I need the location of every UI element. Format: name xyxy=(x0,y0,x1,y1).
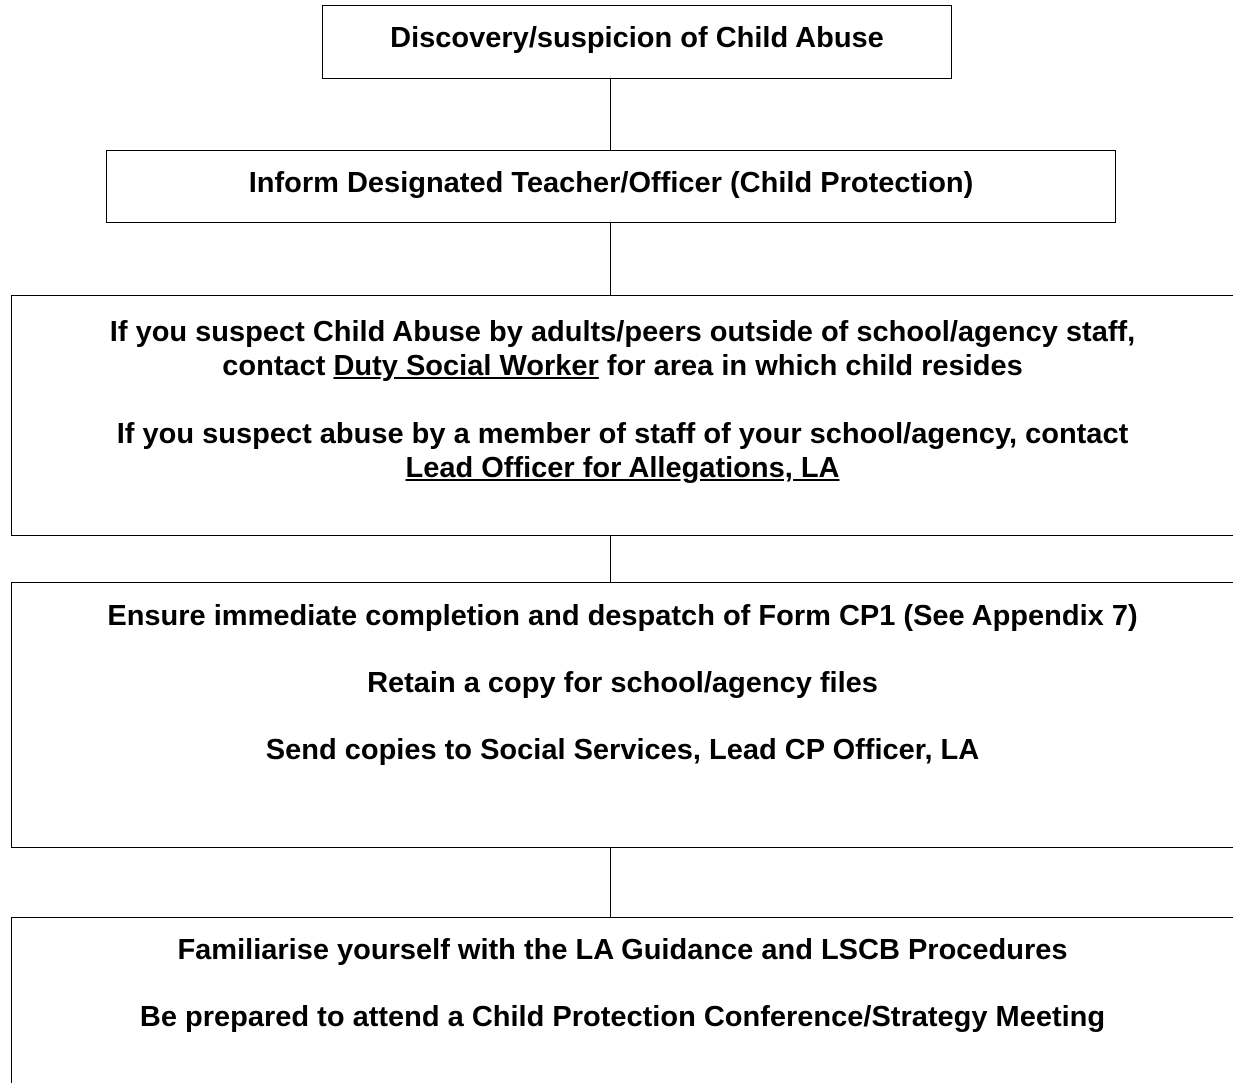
connector-4 xyxy=(610,848,611,917)
prepare-line2: Be prepared to attend a Child Protection Conference/Strategy Meeting xyxy=(139,1001,1106,1033)
connector-1 xyxy=(610,79,611,150)
suspect-outside-line1: If you suspect Child Abuse by adults/peers outside of school/agency staff, xyxy=(109,316,1136,348)
lead-officer-allegations-link[interactable]: Lead Officer for Allegations, LA xyxy=(405,452,840,484)
form-line1: Ensure immediate completion and despatch of Form CP1 (See Appendix 7) xyxy=(107,600,1138,632)
suspect-outside-line2 xyxy=(12,349,1233,383)
step-prepare xyxy=(11,917,1233,1083)
step-discovery xyxy=(322,5,952,79)
connector-3 xyxy=(610,536,611,582)
duty-social-worker-link[interactable]: Duty Social Worker xyxy=(333,350,599,382)
form-line3: Send copies to Social Services, Lead CP Officer, LA xyxy=(265,734,980,766)
suspect-outside-post: for area in which child resides xyxy=(598,350,1023,382)
connector-2 xyxy=(610,223,611,295)
form-line2: Retain a copy for school/agency files xyxy=(367,667,878,699)
step-form xyxy=(11,582,1233,848)
suspect-staff-group xyxy=(12,417,1233,485)
step-inform-text: Inform Designated Teacher/Officer (Child Protection) xyxy=(248,167,974,199)
step-discovery-text: Discovery/suspicion of Child Abuse xyxy=(390,22,884,54)
suspect-staff-line2 xyxy=(12,451,1233,485)
prepare-line1: Familiarise yourself with the LA Guidance and LSCB Procedures xyxy=(177,934,1068,966)
step-suspect xyxy=(11,295,1233,536)
step-inform xyxy=(106,150,1116,223)
suspect-outside-group xyxy=(12,315,1233,383)
suspect-staff-line1: If you suspect abuse by a member of staff of your school/agency, contact xyxy=(116,418,1129,450)
suspect-outside-pre: contact xyxy=(222,350,334,382)
